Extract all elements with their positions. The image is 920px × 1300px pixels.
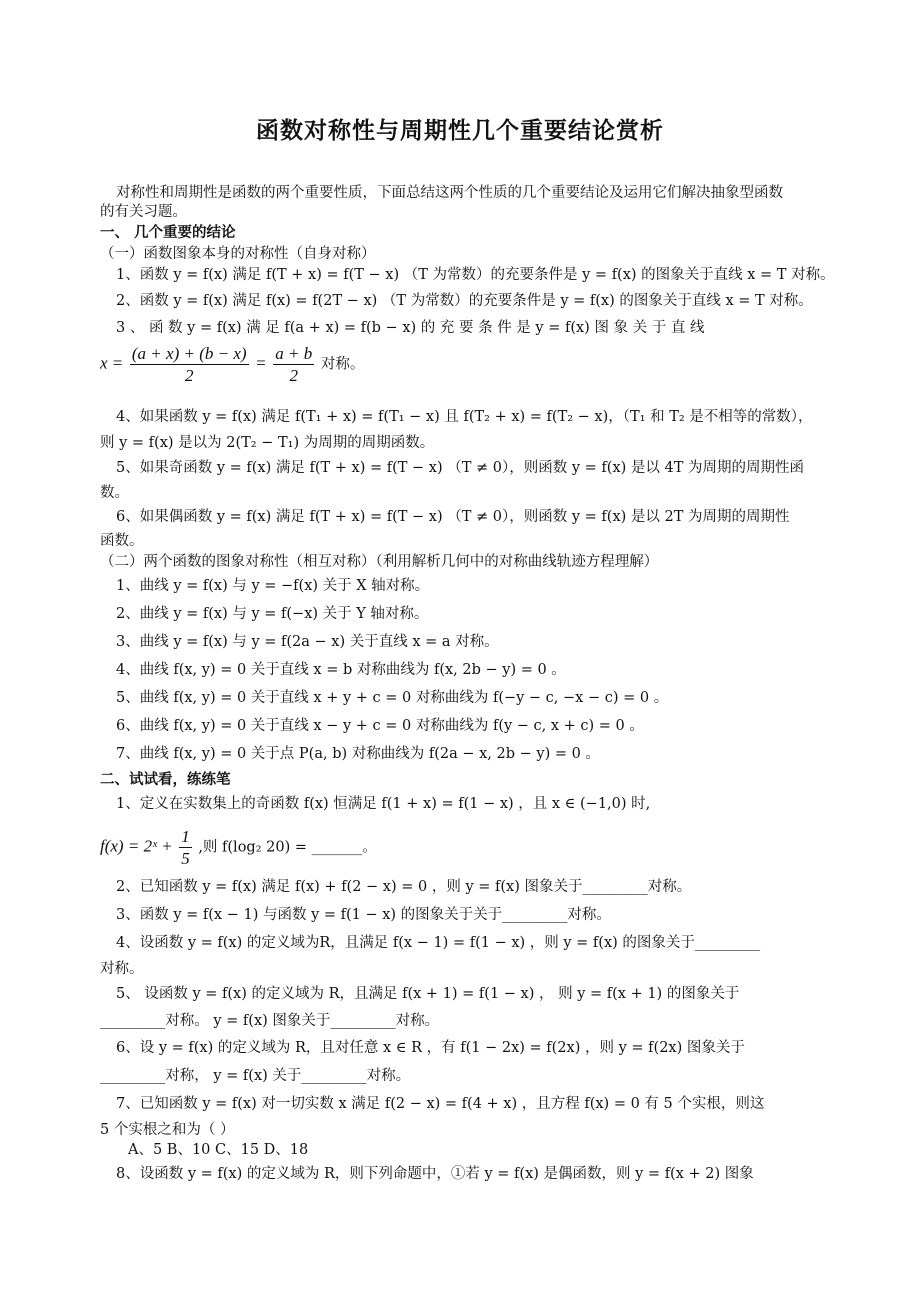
exercise-5: 5、 设函数 y = f(x) 的定义域为 R，且满足 f(x + 1) = f(1 − x) ， 则 y = f(x + 1) 的图象关于 bbox=[116, 986, 740, 1002]
exercise-5-cont: _________对称。 y = f(x) 图象关于_________对称。 bbox=[100, 1013, 440, 1029]
exercise-1-fraction bbox=[179, 826, 192, 869]
intro-line-2: 的有关习题。 bbox=[100, 204, 187, 220]
subsection-heading-2: （二）两个函数的图象对称性（相互对称）（利用解析几何中的对称曲线轨迹方程理解） bbox=[100, 554, 659, 570]
conclusion-6-cont: 函数。 bbox=[100, 533, 144, 549]
fraction-2 bbox=[273, 343, 314, 386]
curve-item-1: 1、曲线 y = f(x) 与 y = −f(x) 关于 X 轴对称。 bbox=[116, 578, 430, 594]
page-title: 函数对称性与周期性几个重要结论赏析 bbox=[256, 118, 664, 144]
conclusion-4-cont: 则 y = f(x) 是以为 2(T₂ − T₁) 为周期的周期函数。 bbox=[100, 435, 435, 451]
conclusion-6: 6、如果偶函数 y = f(x) 满足 f(T + x) = f(T − x) （T ≠ 0），则函数 y = f(x) 是以 2T 为周期的周期性 bbox=[116, 509, 790, 525]
conclusion-3: 3 、 函 数 y = f(x) 满 足 f(a + x) = f(b − x) 的 充 要 条 件 是 y = f(x) 图 象 关 于 直 线 bbox=[116, 320, 705, 336]
curve-item-4: 4、曲线 f(x, y) = 0 关于直线 x = b 对称曲线为 f(x, 2b − y) = 0 。 bbox=[116, 662, 566, 678]
fraction-2-numerator: a + b bbox=[275, 344, 313, 363]
section-heading-1: 一、 几个重要的结论 bbox=[100, 225, 236, 241]
fraction-1-denominator: 2 bbox=[184, 366, 194, 385]
conclusion-3-formula bbox=[100, 343, 364, 386]
conclusion-5: 5、如果奇函数 y = f(x) 满足 f(T + x) = f(T − x) （T ≠ 0），则函数 y = f(x) 是以 4T 为周期的周期性函 bbox=[116, 460, 805, 476]
exercise-1-fraction-numerator: 1 bbox=[181, 827, 190, 846]
exercise-2: 2、已知函数 y = f(x) 满足 f(x) + f(2 − x) = 0 ，则 y = f(x) 图象关于_________对称。 bbox=[116, 879, 692, 895]
exercise-6-cont: _________对称， y = f(x) 关于_________对称。 bbox=[100, 1068, 411, 1084]
fraction-1 bbox=[130, 343, 249, 386]
curve-item-7: 7、曲线 f(x, y) = 0 关于点 P(a, b) 对称曲线为 f(2a − x, 2b − y) = 0 。 bbox=[116, 746, 600, 762]
curve-item-3: 3、曲线 y = f(x) 与 y = f(2a − x) 关于直线 x = a 对称。 bbox=[116, 634, 499, 650]
conclusion-2: 2、函数 y = f(x) 满足 f(x) = f(2T − x) （T 为常数）的充要条件是 y = f(x) 的图象关于直线 x = T 对称。 bbox=[116, 293, 813, 309]
exercise-1-formula bbox=[100, 826, 377, 869]
exercise-1-fx: f(x) = 2ˣ + bbox=[100, 836, 173, 856]
exercise-7-cont: 5 个实根之和为（ ） bbox=[100, 1122, 235, 1138]
curve-item-2: 2、曲线 y = f(x) 与 y = f(−x) 关于 Y 轴对称。 bbox=[116, 606, 429, 622]
exercise-7: 7、已知函数 y = f(x) 对一切实数 x 满足 f(2 − x) = f(4 + x) ，且方程 f(x) = 0 有 5 个实根，则这 bbox=[116, 1096, 765, 1112]
conclusion-4: 4、如果函数 y = f(x) 满足 f(T₁ + x) = f(T₁ − x) 且 f(T₂ + x) = f(T₂ − x)，（T₁ 和 T₂ 是不相等的常数）， bbox=[116, 409, 813, 425]
exercise-7-options: A、5 B、10 C、15 D、18 bbox=[128, 1142, 309, 1158]
formula-x-eq: x = bbox=[100, 353, 124, 373]
fraction-1-numerator: (a + x) + (b − x) bbox=[131, 344, 247, 363]
subsection-heading-1: （一）函数图象本身的对称性（自身对称） bbox=[100, 246, 376, 262]
conclusion-1: 1、函数 y = f(x) 满足 f(T + x) = f(T − x) （T 为常数）的充要条件是 y = f(x) 的图象关于直线 x = T 对称。 bbox=[116, 267, 835, 283]
exercise-1-tail: ,则 f(log₂ 20) = _______。 bbox=[198, 839, 377, 856]
exercise-4: 4、设函数 y = f(x) 的定义域为R，且满足 f(x − 1) = f(1 − x) ，则 y = f(x) 的图象关于_________ bbox=[116, 935, 761, 951]
conclusion-5-cont: 数。 bbox=[100, 485, 129, 501]
curve-item-5: 5、曲线 f(x, y) = 0 关于直线 x + y + c = 0 对称曲线为 f(−y − c, −x − c) = 0 。 bbox=[116, 690, 669, 706]
exercise-1: 1、定义在实数集上的奇函数 f(x) 恒满足 f(1 + x) = f(1 − x) ，且 x ∈ (−1,0) 时, bbox=[116, 796, 651, 812]
exercise-1-fraction-denominator: 5 bbox=[181, 849, 190, 868]
fraction-2-denominator: 2 bbox=[289, 366, 298, 385]
conclusion-3-tail: 对称。 bbox=[320, 356, 365, 373]
exercise-8: 8、设函数 y = f(x) 的定义域为 R，则下列命题中，①若 y = f(x) 是偶函数，则 y = f(x + 2) 图象 bbox=[116, 1166, 754, 1182]
exercise-3: 3、函数 y = f(x − 1) 与函数 y = f(1 − x) 的图象关于关于_________对称。 bbox=[116, 907, 611, 923]
exercise-6: 6、设 y = f(x) 的定义域为 R，且对任意 x ∈ R ，有 f(1 − 2x) = f(2x) ，则 y = f(2x) 图象关于 bbox=[116, 1040, 745, 1056]
intro-line-1: 对称性和周期性是函数的两个重要性质，下面总结这两个性质的几个重要结论及运用它们解决抽象型函数 bbox=[116, 185, 783, 201]
curve-item-6: 6、曲线 f(x, y) = 0 关于直线 x − y + c = 0 对称曲线为 f(y − c, x + c) = 0 。 bbox=[116, 718, 644, 734]
exercise-4-cont: 对称。 bbox=[100, 961, 144, 977]
formula-equals: = bbox=[255, 353, 267, 373]
section-heading-2: 二、试试看，练练笔 bbox=[100, 772, 231, 788]
